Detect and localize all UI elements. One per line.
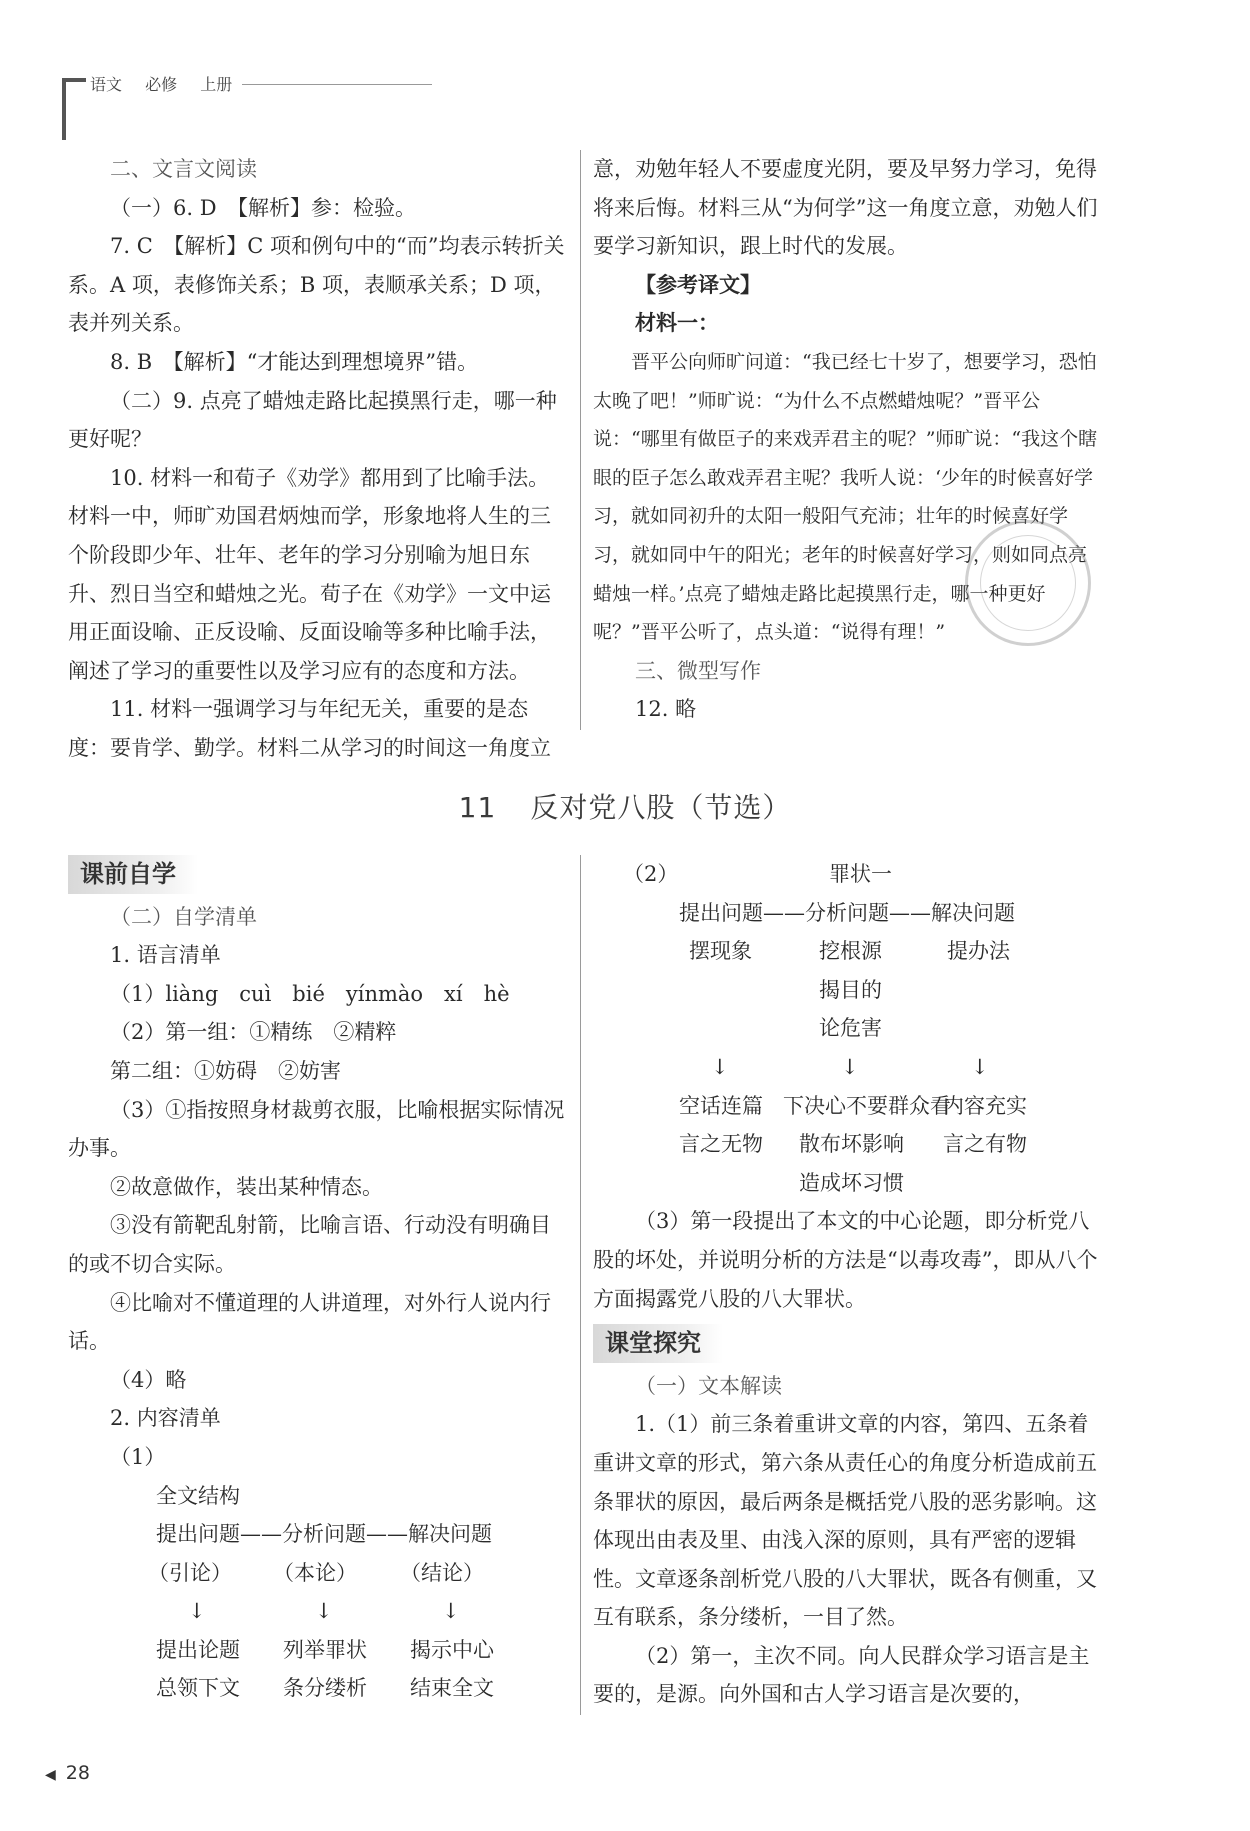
arrow-down-icon: ↓ [841,1054,859,1079]
arrow-down-icon: ↓ [315,1599,333,1624]
lesson-title-text: 反对党八股（节选） [530,791,792,824]
section-micro-writing: 三、微型写作 [635,658,761,683]
answer-11-continued: 意，劝勉年轻人不要虚度光阴，要及早努力学习，免得将来后悔。材料三从“为何学”这一角度立意，劝勉人们要学习新知识，跟上时代的发展。 [593,157,1098,259]
structure-cell: 总领下文 [156,1676,240,1701]
structure-cell: 提出论题 [156,1637,240,1662]
crime-part: 提办法 [947,939,1010,964]
content-item-3: （3）第一段提出了本文的中心论题，即分析党八股的坏处，并说明分析的方法是“以毒攻毒”，即从八个方面揭露党八股的八大罪状。 [593,1209,1098,1311]
stamp-mark [965,520,1091,646]
crime-title: 罪状一 [829,862,892,886]
structure-part-intro: （引论） [148,1560,232,1585]
section-text-reading: （一）文本解读 [635,1373,782,1398]
material1-label: 材料一： [635,310,719,336]
structure-cell: 揭示中心 [410,1637,494,1662]
crime-cell: 言之无物 [679,1132,763,1157]
answer-6: （一）6. D 【解析】参：检验。 [110,195,417,220]
page-number: 28 [65,1762,90,1784]
header-corner-mark [62,78,86,140]
bottom-left-column [68,855,568,1708]
crime-mid-1: 揭目的 [819,977,882,1002]
crime-cell: 内容充实 [943,1093,1027,1118]
translation-label: 【参考译文】 [635,271,761,297]
column-divider-bottom [580,855,581,1715]
answer-9: （二）9. 点亮了蜡烛走路比起摸黑行走，哪一种更好呢？ [68,388,557,452]
crime-cell: 言之有物 [943,1132,1027,1157]
volume-label: 上册 [200,75,233,94]
idiom-1: （3）①指按照身材裁剪衣服，比喻根据实际情况办事。 [68,1097,565,1161]
content-item-1: （1） [110,1444,166,1469]
crime-line: 提出问题——分析问题——解决问题 [679,900,1015,925]
section-classical-reading: 二、文言文阅读 [110,157,257,181]
answer-8: 8. B 【解析】“才能达到理想境界”错。 [110,349,479,374]
crime-cell: 造成坏习惯 [799,1170,904,1195]
crime-cell: 散布坏影响 [799,1132,904,1157]
content-list-title: 2. 内容清单 [110,1406,221,1431]
section-self-study-list: （二）自学清单 [110,904,257,929]
word-group-1: （2）第一组：①精练 ②精粹 [110,1020,397,1045]
content-item-2: （2） [623,862,679,886]
course-label: 必修 [145,75,178,94]
structure-part-conclusion: （结论） [400,1560,484,1585]
breadcrumb [90,72,250,95]
crime-part: 摆现象 [689,939,752,964]
language-list-title: 1. 语言清单 [110,943,221,968]
arrow-down-icon: ↓ [442,1599,460,1624]
word-group-2: 第二组：①妨碍 ②妨害 [110,1058,341,1083]
arrow-down-icon: ↓ [188,1599,206,1624]
answer-12: 12. 略 [635,697,697,722]
structure-cell: 列举罪状 [283,1637,367,1662]
answer-11: 11. 材料一强调学习与年纪无关，重要的是态度：要肯学、勤学。材料二从学习的时间这一角度立 [68,697,551,760]
structure-diagram [68,1477,568,1709]
structure-part-body: （本论） [273,1560,357,1585]
lesson-number: 11 [458,791,497,824]
page-footer [45,1762,90,1784]
item-4: （4）略 [110,1367,187,1392]
page-header [62,68,482,138]
crime-mid-2: 论危害 [819,1016,882,1041]
crime-cell: 下决心不要群众看 [783,1093,951,1118]
lesson-title [0,786,1250,826]
arrow-down-icon: ↓ [711,1054,729,1079]
banner-pre-study: 课前自学 [68,855,198,894]
structure-title: 全文结构 [156,1483,240,1508]
crime-diagram [593,855,1103,1202]
top-left-column [68,150,568,768]
structure-line: 提出问题——分析问题——解决问题 [156,1522,492,1547]
bottom-right-column [593,855,1103,1714]
idiom-2: ②故意做作，装出某种情态。 [110,1174,383,1199]
pinyin-answers: （1）liàng cuì bié yínmào xí hè [110,981,510,1006]
subject-label: 语文 [90,75,123,94]
banner-classroom-inquiry: 课堂探究 [593,1324,723,1363]
structure-cell: 条分缕析 [283,1676,367,1701]
answer-7: 7. C 【解析】C 项和例句中的“而”均表示转折关系。A 项，表修饰关系；B 项，表顺承关系；D 项，表并列关系。 [68,234,565,336]
crime-part: 挖根源 [819,939,882,964]
crime-cell: 空话连篇 [679,1093,763,1118]
arrow-down-icon: ↓ [971,1054,989,1079]
idiom-4: ④比喻对不懂道理的人讲道理，对外行人说内行话。 [68,1290,551,1354]
structure-cell: 结束全文 [410,1676,494,1701]
answer-10: 10. 材料一和荀子《劝学》都用到了比喻手法。材料一中，师旷劝国君炳烛而学，形象地将人生的三个阶段即少年、壮年、老年的学习分别喻为旭日东升、烈日当空和蜡烛之光。荀子在《劝学》一文中运用正面设喻、正反设喻、反面设喻等多种比喻手法，阐述了学习的重要性以及学习应有的态度和方法。 [68,465,551,683]
reading-answer-2: （2）第一，主次不同。向人民群众学习语言是主要的，是源。向外国和古人学习语言是次要的， [593,1643,1090,1707]
idiom-3: ③没有箭靶乱射箭，比喻言语、行动没有明确目的或不切合实际。 [68,1213,551,1276]
triangle-left-icon: ◀ [45,1767,56,1783]
reading-answer-1: 1.（1）前三条着重讲文章的内容，第四、五条着重讲文章的形式，第六条从责任心的角度分析造成前五条罪状的原因，最后两条是概括党八股的恶劣影响。这体现出由表及里、由浅入深的原则，具有严密的逻辑性。文章逐条剖析党八股的八大罪状，既各有侧重，又互有联系，条分缕析，一目了然。 [593,1412,1097,1630]
column-divider-top [580,150,581,730]
header-rule [242,84,432,85]
translation-text: 晋平公向师旷问道：“我已经七十岁了，想要学习，恐怕太晚了吧！”师旷说：“为什么不点燃蜡烛呢？”晋平公说：“哪里有做臣子的来戏弄君主的呢？”师旷说：“我这个瞎眼的臣子怎么敢戏弄君主呢？我听人说：‘少年的时候喜好学习，就如同初升的太阳一般阳气充沛；壮年的时候喜好学习，就如同中午的阳光；老年的时候喜好学习，则如同点亮蜡烛一样。’点亮了蜡烛走路比起摸黑行走，哪一种更好呢？”晋平公听了，点头道：“说得有理！” [593,350,1098,644]
